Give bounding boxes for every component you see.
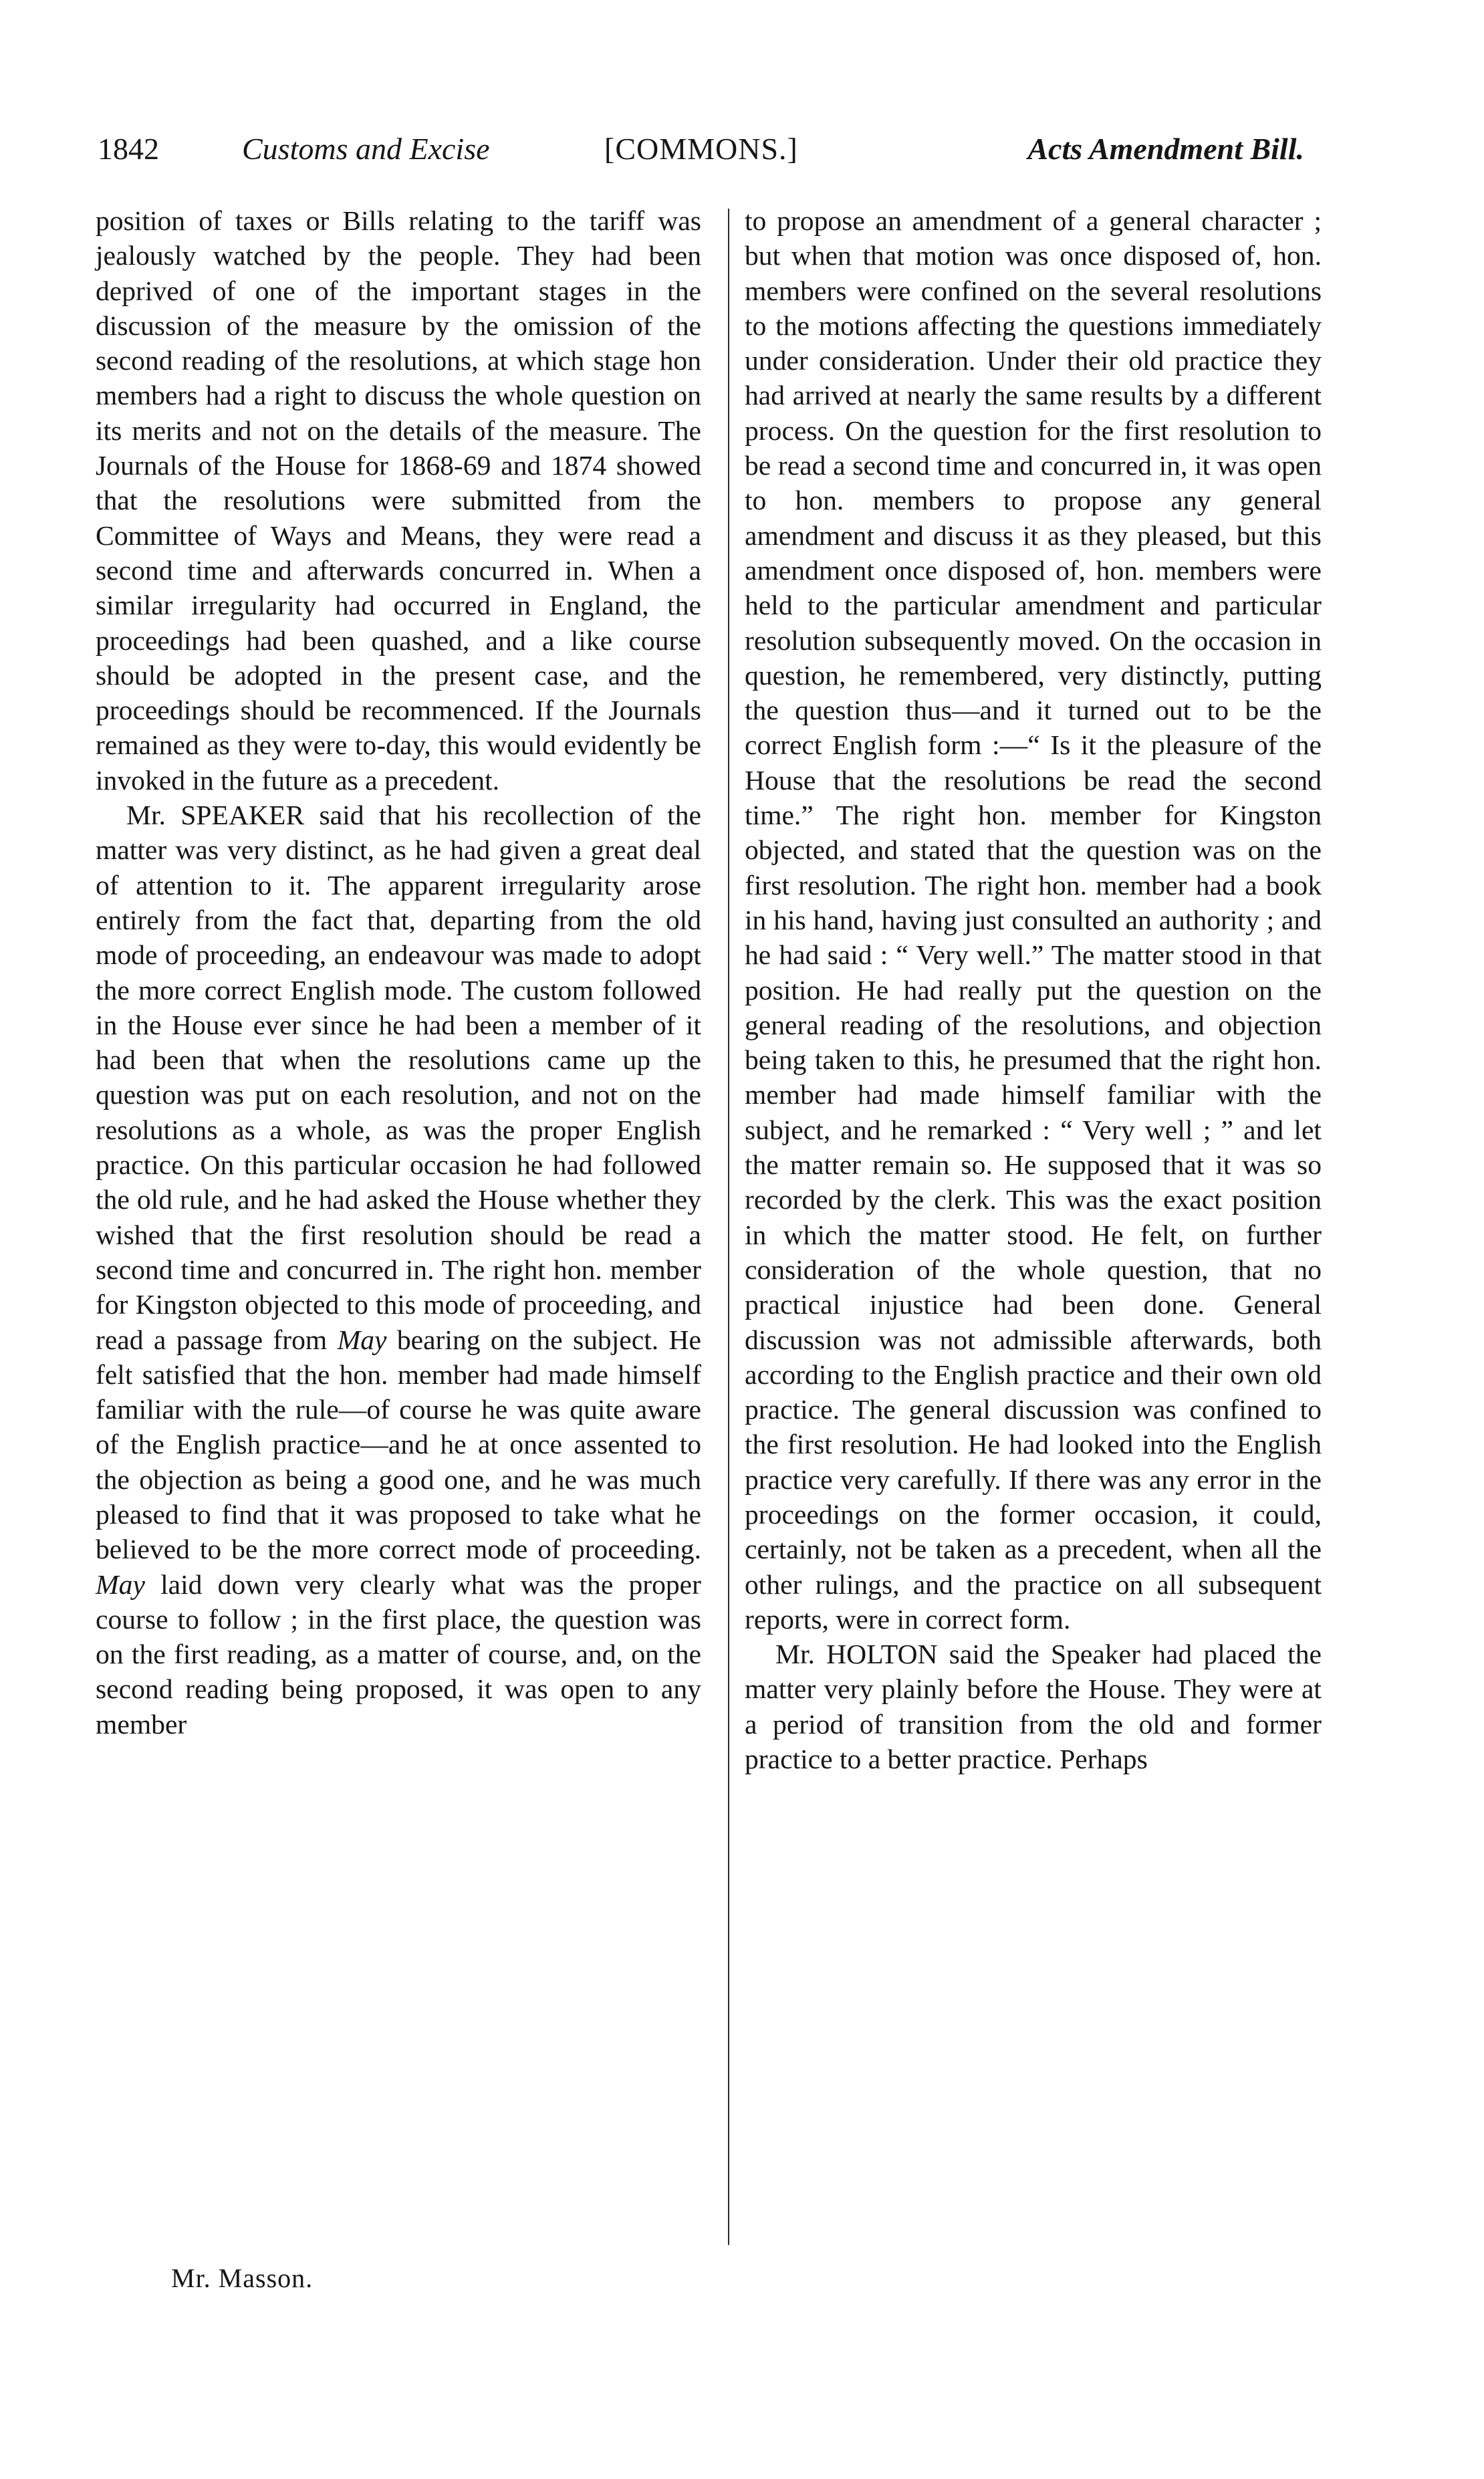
speaker-text-a: Mr. SPEAKER said that his recollection of the matter was very distinct, as he had given a great deal of attention to it. The apparent irregularity arose entirely from the fact that, departing from the old mode of proceeding, an endeavour was made to adopt the more correct English mode. The custom followed in the House ever since he had been a member of it had been that when the resolutions came up the question was put on each resolution, and not on the resolutions as a whole, as was the proper English practice. On this particular occasion he had followed the old rule, and he had asked the House whether they wished that the first resolution should be read a second time and concurred in. The right hon. member for Kingston objected to this mode of proceeding, and read a passage from: [96, 800, 701, 1355]
left-paragraph-1: position of taxes or Bills relating to the tariff was jealously watched by the people. They had been deprived of one of the important stages in the discussion of the measure by the omission of the second reading of the resolutions, at which stage hon members had a right to discuss the whole question on its merits and not on the details of the measure. The Journals of the House for 1868-69 and 1874 showed that the resolutions were submitted from the Committee of Ways and Means, they were read a second time and afterwards concurred in. When a similar irregularity had occurred in England, the proceedings had been quashed, and a like course should be adopted in the present case, and the proceedings should be recommenced. If the Journals remained as they were to-day, this would evidently be invoked in the future as a precedent.: [96, 205, 701, 796]
column-divider: [728, 209, 729, 2245]
speaker-text-b: bearing on the subject. He felt satisfied that the hon. member had made himself familiar with the rule—of course he was quite aware of the English practice—and he at once assented to the objection as being a good one, and he was much pleased to find that it was proposed to take what he believed to be the more correct mode of proceeding.: [96, 1324, 701, 1565]
left-paragraph-2: [96, 798, 701, 1742]
right-column: [745, 203, 1322, 2262]
catchword: Mr. Masson.: [171, 2263, 314, 2293]
speaker-text-c: laid down very clearly what was the proper course to follow ; in the first place, the question was on the first reading, as a matter of course, and, on the second reading being proposed, it was open to any member: [96, 1568, 701, 1740]
right-paragraph-2: Mr. HOLTON said the Speaker had placed the matter very plainly before the House. They were at a period of transition from the old and former practice to a better practice. Perhaps: [745, 1639, 1322, 1775]
page-number: 1842: [98, 132, 159, 166]
header-house: [COMMONS.]: [604, 132, 798, 166]
header-title-right: Acts Amendment Bill.: [1027, 132, 1304, 166]
may-reference-2: May: [96, 1568, 145, 1600]
header-title-left: Customs and Excise: [242, 132, 490, 166]
running-header: [98, 131, 1311, 179]
may-reference-1: May: [337, 1324, 387, 1355]
left-column: [96, 203, 701, 2262]
right-paragraph-1: to propose an amendment of a general character ; but when that motion was once disposed of, hon. members were confined on the several resolutions to the motions affecting the questions immediately under consideration. Under their old practice they had arrived at nearly the same results by a different process. On the question for the first resolution to be read a second time and concurred in, it was open to hon. members to propose any general amendment and discuss it as they pleased, but this amendment once disposed of, hon. members were held to the particular amendment and particular resolution subsequently moved. On the occasion in question, he remembered, very distinctly, putting the question thus—and it turned out to be the correct English form :—“ Is it the pleasure of the House that the resolutions be read the second time.” The right hon. member for Kingston objected, and stated that the question was on the first resolution. The right hon. member had a book in his hand, having just consulted an authority ; and he had said : “ Very well.” The matter stood in that position. He had really put the question on the general reading of the resolutions, and objection being taken to this, he presumed that the right hon. member had made himself familiar with the subject, and he remarked : “ Very well ; ” and let the matter remain so. He supposed that it was so recorded by the clerk. This was the exact position in which the matter stood. He felt, on further consideration of the whole question, that no practical injustice had been done. General discussion was not admissible afterwards, both according to the English practice and their own old practice. The general discussion was confined to the first resolution. He had looked into the English practice very carefully. If there was any error in the proceedings on the former occasion, it could, certainly, not be taken as a precedent, when all the other rulings, and the practice on all subsequent reports, were in correct form.: [745, 205, 1322, 1635]
